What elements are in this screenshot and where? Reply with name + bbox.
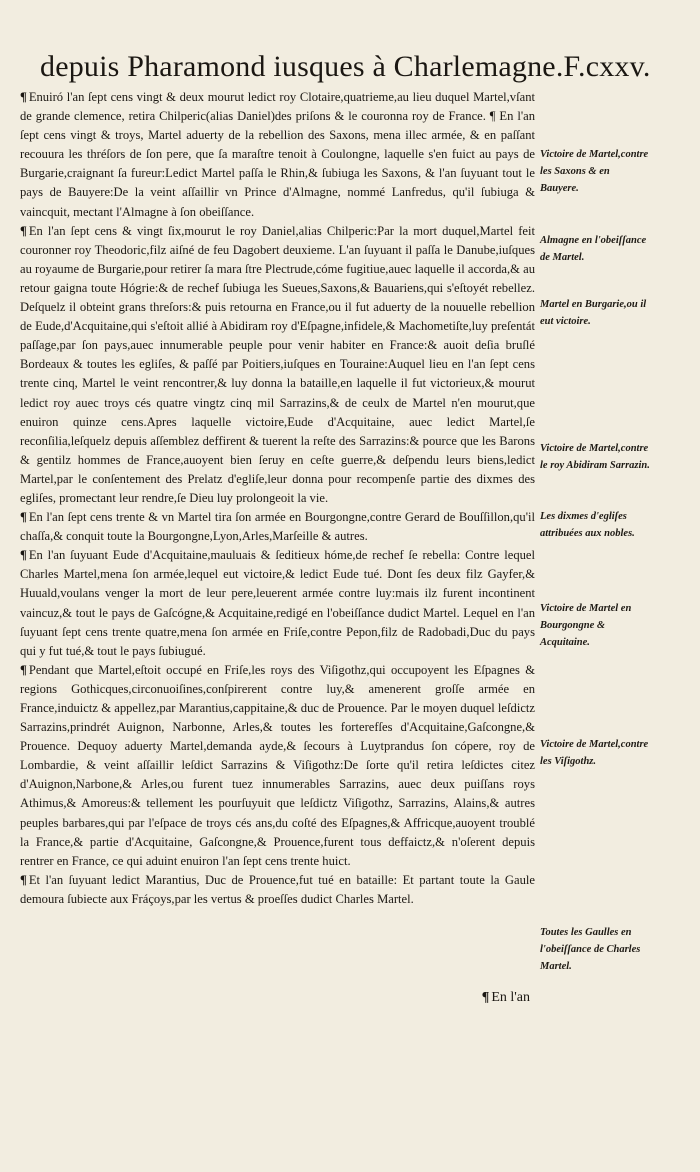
pilcrow-icon: ¶	[20, 872, 27, 887]
pilcrow-icon: ¶	[20, 548, 27, 563]
paragraph-2: ¶ En l'an ſept cens & vingt ſix,mourut le roy Daniel,alias Chilperic:Par la mort duquel,Martel feit couronner roy Theodoric,filz aiſné de feu Dagobert deuxieme. L'an ſuyuant il paſſa le Danube,iuſques au royaume de Burgarie,pour retirer ſa mara ſtre Plectrude,cóme fugitiue,auec laquelle il accorda,& au retour gaigna toute Hógrie:& de rechef ſubiuga les Sueues,Saxons,& Bauariens,qui s'eſtoyét rebellez. Deſquelz il obteint grans threſors:& puis retourna en France,ou il fut aduerty de la nouuelle rebellion de Eude,d'Acquitaine,qui s'eſtoit allié à Abidiram roy d'Eſpagne,infidele,& Machometiſte,luy preſentát paſſage,par ſon pays,auec innumerable peuple pour venir habiter en France:& auoit deſia bruſlé Bordeaux & toutes les egliſes, & paſſé par Poitiers,iuſques en Touraine:Auquel lieu en l'an ſept cens trente cinq, Martel le veint rencontrer,& luy donna la bataille,en laquelle il fut victorieux,& mourut ledict roy auec troys cés quatre vingtz cinq mil Sarrazins,& de ceulx de Martel n'en mourut,que enuiron quinze cens.Apres laquelle victoire,Eude d'Acquitaine, auec ledict Martel,ſe reconſilia,leſquelz depuis aſſemblez deffirent & tuerent la reſte des Sarrazins:& pource que les Barons & gentilz hommes de France,auoyent bien ſeruy en ceſte guerre,& deſpendu leurs biens,ledict Martel,par le conſentement des Prelatz d'egliſe,leur donna pour recompenſe partie des dixmes des egliſes, promectant leur rendre,ſe Dieu luy prolongeoit la vie.	[20, 223, 535, 505]
paragraph-1: ¶ Enuiró l'an ſept cens vingt & deux mourut ledict roy Clotaire,quatrieme,au lieu duquel Martel,vſant de grande clemence, retira Chilperic(alias Daniel)des priſons & le couronna roy de France. ¶ En l'an ſept cens vingt & troys, Martel aduerty de la rebellion des Saxons, mena illec armée, & en paſſant recouura les thréſors de ſon pere, que ſa maraſtre tenoit à Coulongne, laquelle s'en fuict au pays de Burgarie,craignant ſa fureur:Ledict Martel paſſa le Rhin,& ſubiuga les Saxons, & l'an ſuyuant tout le pays de Bauyere:De la veint aſſaillir vn Prince d'Almagne, nommé Lanfredus, qu'il ſubiuga & vaincquit, mectant l'Almagne à ſon obeiſſance.	[20, 90, 535, 219]
paragraph-3: ¶ En l'an ſept cens trente & vn Martel tira ſon armée en Bourgongne,contre Gerard de Bouſſillon,qu'il chaſſa,& conquit toute la Bourgongne,Lyon,Arles,Marſeille & autres.	[20, 510, 535, 544]
pilcrow-icon: ¶	[481, 990, 490, 1005]
pilcrow-icon: ¶	[20, 90, 27, 104]
catchword: ¶ En l'an	[481, 990, 530, 1005]
paragraph-5: ¶ Pendant que Martel,eſtoit occupé en Friſe,les roys des Viſigothz,qui occupoyent les Eſpagnes & regions Gothicques,circonuoiſines,conſpirerent contre luy,& amenerent groſſe armée en France,induictz & appellez,par Marantius,cappitaine,& duc de Prouence. Par le moyen duquel leſdictz Sarrazins,prindrét Auignon, Narbonne, Arles,& toutes les forterefſes d'Acquitaine,Gaſcongne,& Prouence. Dequoy aduerty Martel,demanda ayde,& ſecours à Luytprandus ſon cópere, roy de Lombardie, & veint aſſaillir leſdict Sarrazins & Viſigothz:De ſorte qu'il retira leſdictes citez d'Auignon,Narbone,& Arles,ou furent tuez innumerables Sarrazins, auec deux puiſſans roys Athimus,& Amoreus:& tellement les pourſuyuit que leſdictz Viſigothz, Sarrazins, Alains,& autres peuples barbares,qui par l'eſpace de troys cés ans,du coſté des Eſpagnes,& Affricque,auoyent troublé la France,& partie d'Acquitaine, Gaſcongne,& Prouence,furent tous deffaictz,& n'oſerent depuis rentrer en France, ce qui aduint enuiron l'an ſept cens trente huict.	[20, 662, 535, 868]
margin-note: Victoire de Martel,contre les Saxons & en Bauyere.	[540, 149, 649, 194]
pilcrow-icon: ¶	[20, 662, 27, 677]
pilcrow-icon: ¶	[20, 510, 27, 525]
main-text-column	[20, 88, 535, 909]
margin-note: Martel en Burgarie,ou il eut victoire.	[540, 299, 647, 327]
margin-note: Victoire de Martel,contre le roy Abidiram Sarrazin.	[540, 443, 650, 471]
paragraph-6: ¶ Et l'an ſuyuant ledict Marantius, Duc de Prouence,fut tué en bataille: Et partant toute la Gaule demoura ſubiecte aux Fráçoys,par les vertus & proeſſes dudict Charles Martel.	[20, 872, 535, 906]
pilcrow-icon: ¶	[20, 223, 27, 238]
page-running-title: depuis Pharamond iusques à Charlemagne.F.cxxv.	[40, 50, 651, 83]
margin-note: Victoire de Martel,contre les Viſigothz.	[540, 739, 649, 767]
margin-note: Les dixmes d'egliſes attribuées aux nobles.	[540, 511, 635, 539]
margin-note: Victoire de Martel en Bourgongne & Acquitaine.	[540, 603, 632, 648]
margin-note: Almagne en l'obeiſſance de Martel.	[540, 235, 647, 263]
paragraph-4: ¶ En l'an ſuyuant Eude d'Acquitaine,mauluais & ſeditieux hóme,de rechef ſe rebella: Contre lequel Charles Martel,mena ſon armée,lequel eut victoire,& ledict Eude tué. Dont ſes deux filz Gayfer,& Huuald,voulans venger la mort de leur pere,leuerent armée contre luy:mais ilz furent incontinent vaincuz,& tout le pays de Gaſcógne,& Acquitaine,redigé en l'obeiſſance dudict Martel. Lequel en l'an ſuyuant ſept cens trente quatre,mena ſon armée en Friſe,contre Pepon,filz de Radobadi,Duc du pays qui y fut tué,& tout le pays ſubiugué.	[20, 548, 535, 658]
margin-note: Toutes les Gaulles en l'obeiſſance de Charles Martel.	[540, 927, 641, 972]
